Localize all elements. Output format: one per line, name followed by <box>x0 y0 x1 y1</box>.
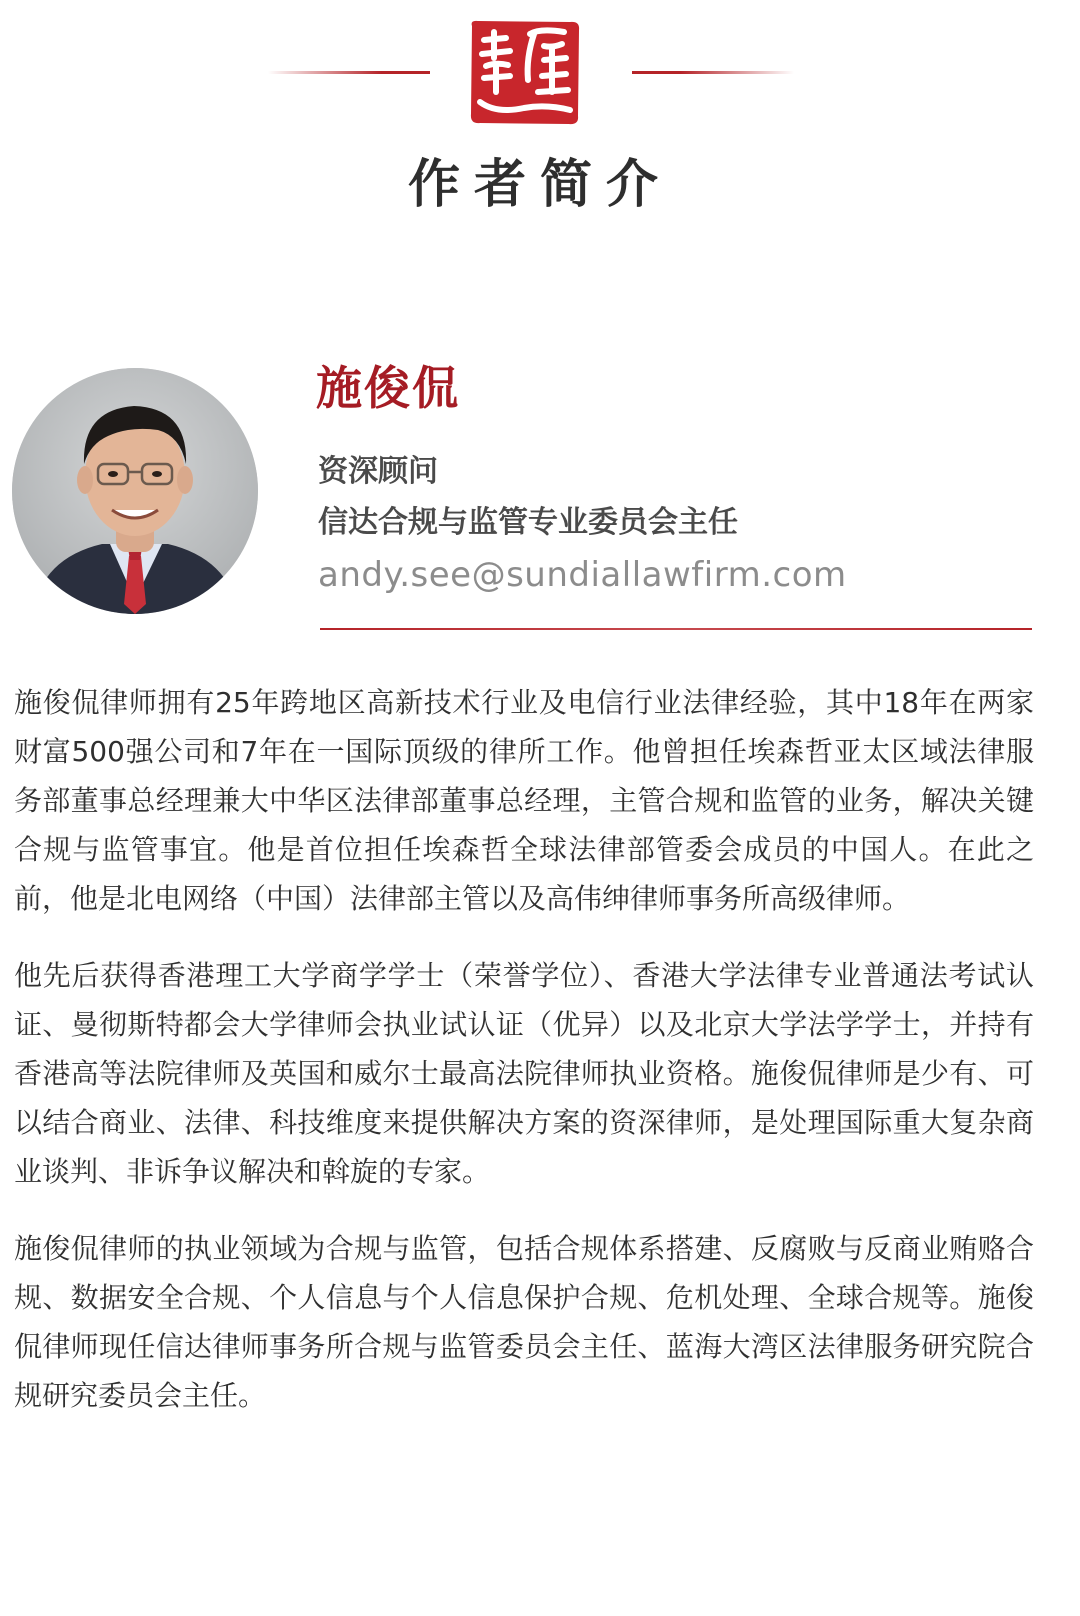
author-name: 施俊侃 <box>316 361 460 415</box>
author-position: 信达合规与监管专业委员会主任 <box>318 505 738 540</box>
header-divider-right <box>632 71 794 74</box>
author-email[interactable]: andy.see@sundiallawfirm.com <box>318 555 847 595</box>
bio-paragraph: 施俊侃律师拥有25年跨地区高新技术行业及电信行业法律经验，其中18年在两家财富500强公司和7年在一国际顶级的律所工作。他曾担任埃森哲亚太区域法律服务部董事总经理兼大中华区法律部董事总经理，主管合规和监管的业务，解决关键合规与监管事宜。他是首位担任埃森哲全球法律部管委会成员的中国人。在此之前，他是北电网络（中国）法律部主管以及高伟绅律师事务所高级律师。 <box>14 686 1034 915</box>
author-title: 资深顾问 <box>318 454 438 489</box>
profile-divider <box>320 628 1032 630</box>
bio-paragraph: 他先后获得香港理工大学商学学士（荣誉学位）、香港大学法律专业普通法考试认证、曼彻斯特都会大学律师会执业试认证（优异）以及北京大学法学学士，并持有香港高等法院律师及英国和威尔士最高法院律师执业资格。施俊侃律师是少有、可以结合商业、法律、科技维度来提供解决方案的资深律师，是处理国际重大复杂商业谈判、非诉争议解决和斡旋的专家。 <box>14 959 1034 1188</box>
author-avatar <box>12 368 258 614</box>
section-header <box>0 0 1080 250</box>
seal-logo <box>466 18 584 128</box>
header-divider-left <box>268 71 430 74</box>
bio-paragraph: 施俊侃律师的执业领域为合规与监管，包括合规体系搭建、反腐败与反商业贿赂合规、数据安全合规、个人信息与个人信息保护合规、危机处理、全球合规等。施俊侃律师现任信达律师事务所合规与监管委员会主任、蓝海大湾区法律服务研究院合规研究委员会主任。 <box>14 1232 1034 1412</box>
author-bio <box>14 678 1034 1448</box>
section-title: 作者简介 <box>407 154 672 215</box>
